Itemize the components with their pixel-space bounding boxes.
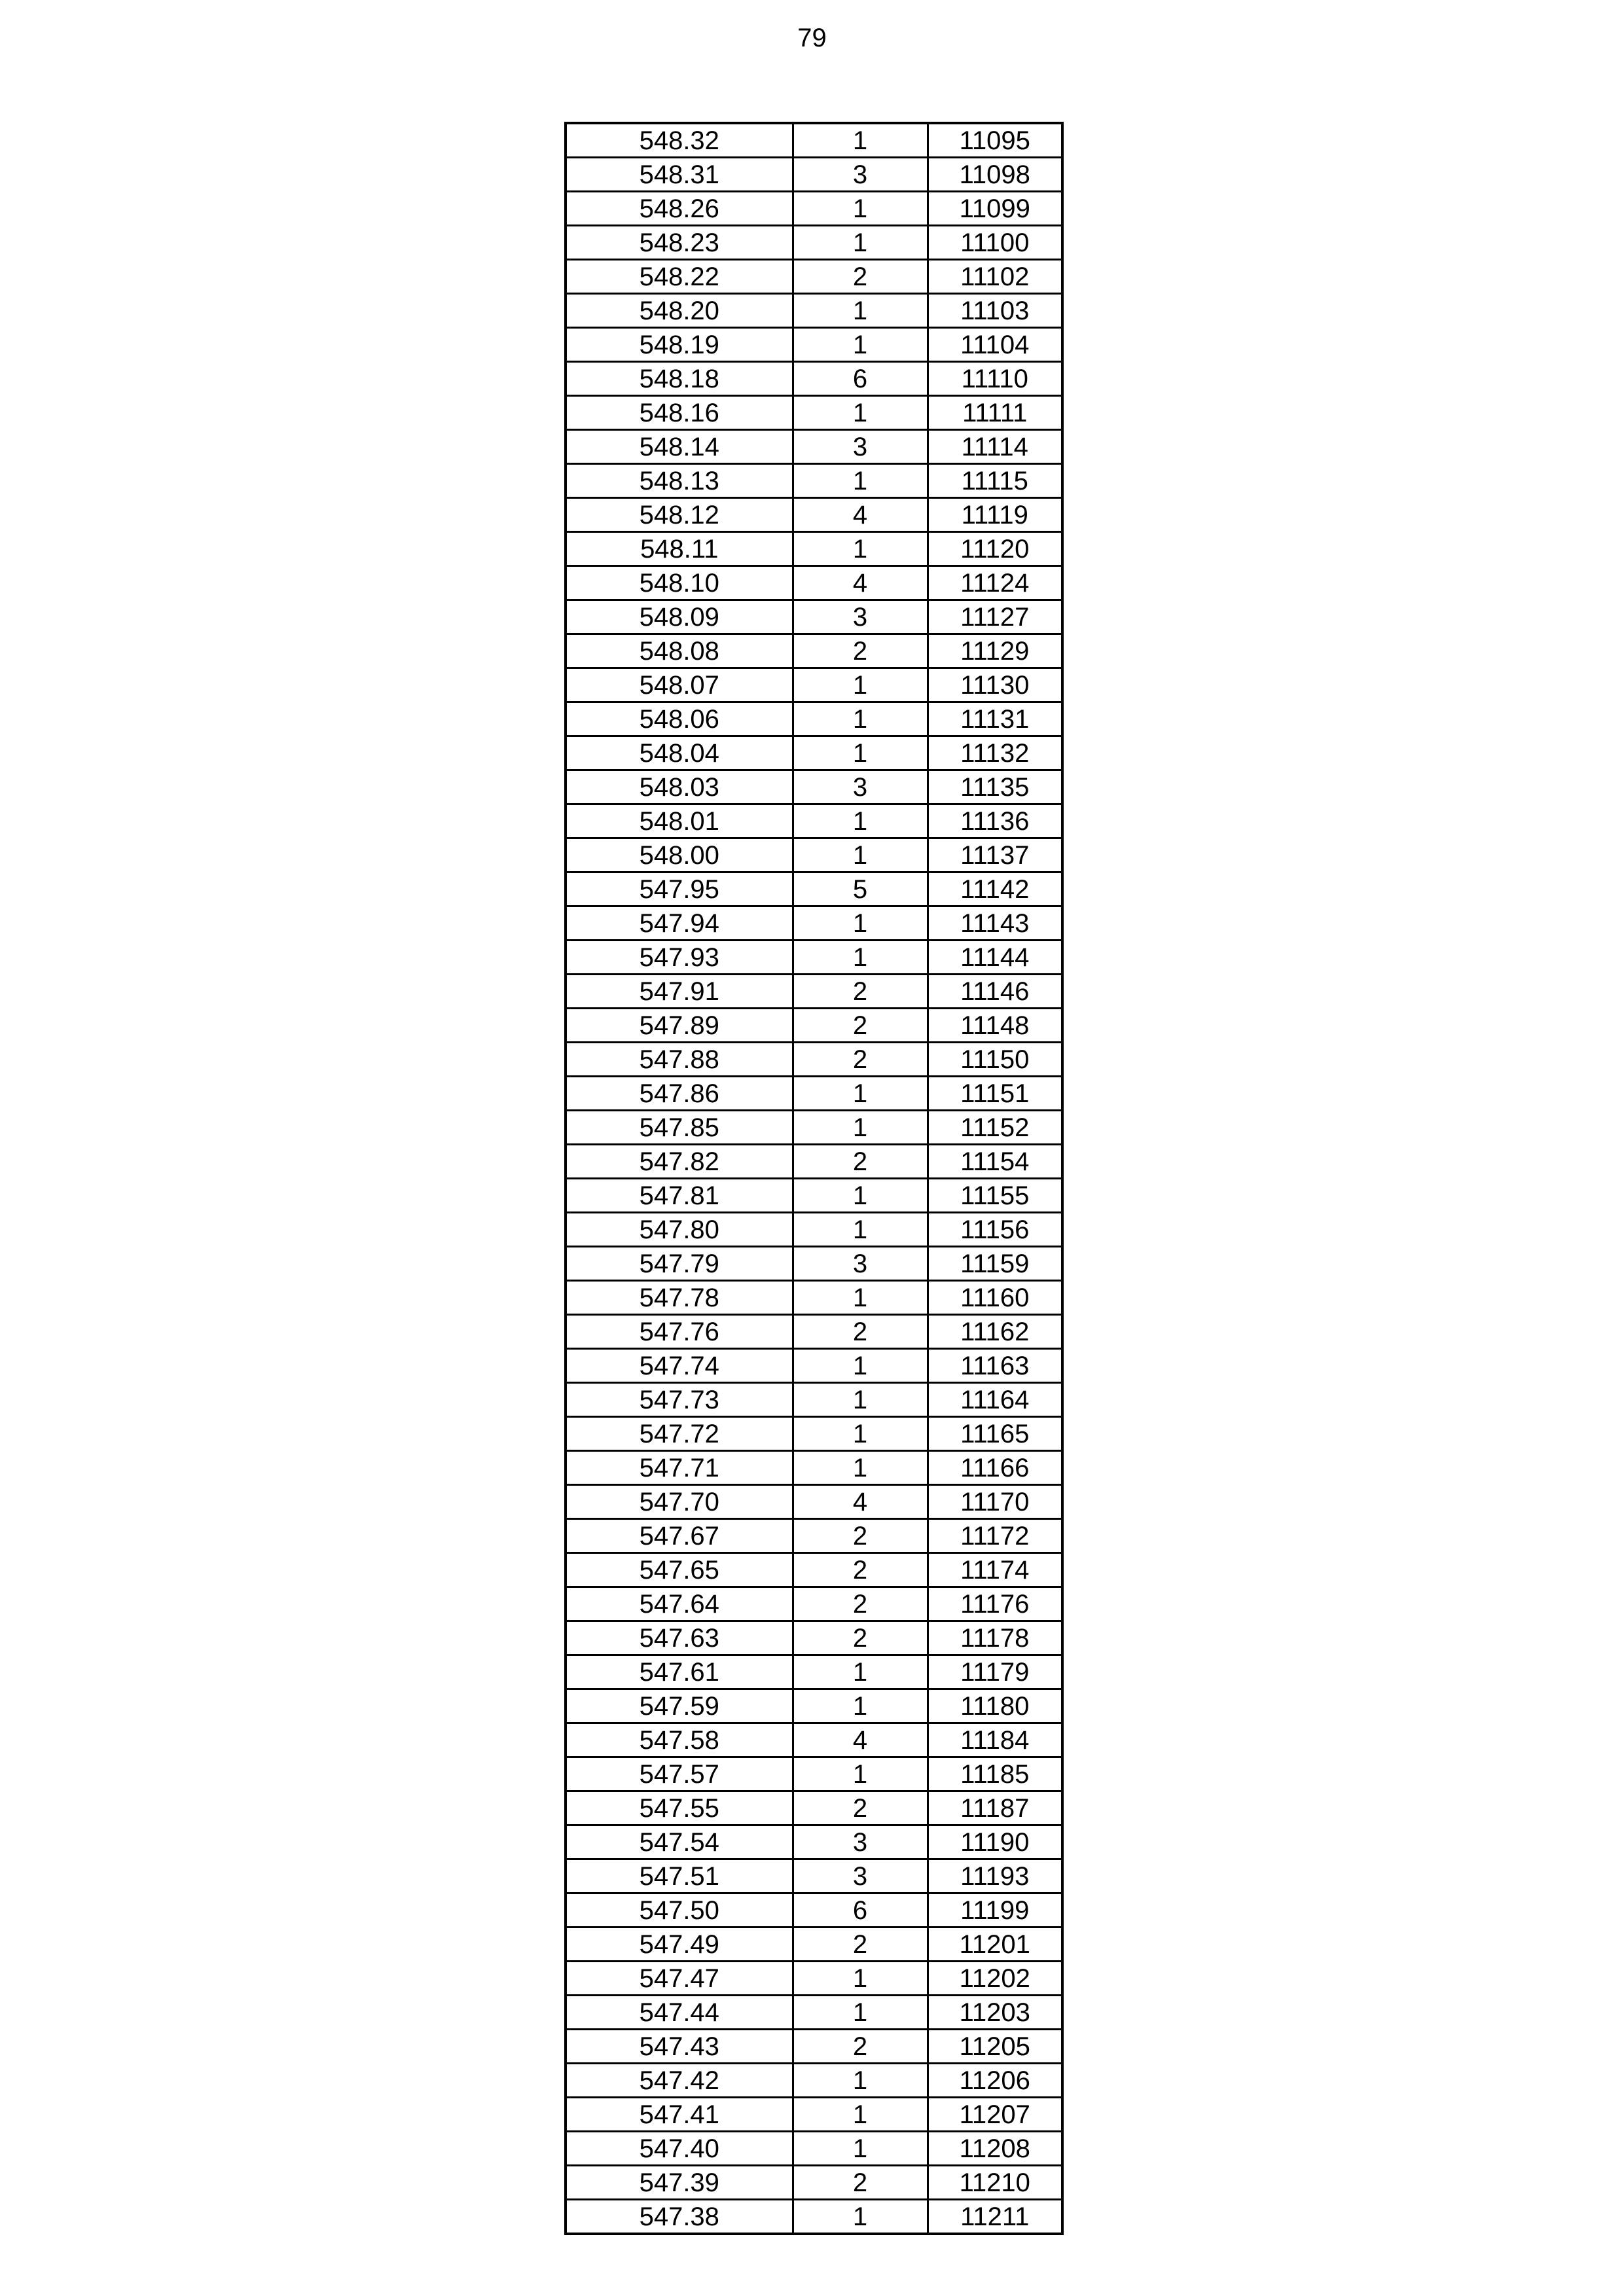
table-row	[566, 1962, 1062, 1996]
table-row	[566, 2064, 1062, 2098]
cumulative-cell: 11190	[928, 1825, 1062, 1859]
count-cell: 4	[793, 498, 928, 532]
table-row	[566, 1145, 1062, 1179]
table-row	[566, 1281, 1062, 1315]
table-row	[566, 1621, 1062, 1655]
value-cell: 547.67	[566, 1519, 793, 1553]
value-cell: 547.80	[566, 1213, 793, 1247]
count-cell: 3	[793, 1825, 928, 1859]
value-cell: 547.51	[566, 1859, 793, 1893]
cumulative-cell: 11137	[928, 838, 1062, 872]
cumulative-cell: 11172	[928, 1519, 1062, 1553]
count-cell: 3	[793, 158, 928, 192]
cumulative-cell: 11184	[928, 1723, 1062, 1757]
count-cell: 3	[793, 600, 928, 634]
count-cell: 2	[793, 1519, 928, 1553]
value-cell: 548.11	[566, 532, 793, 566]
count-cell: 1	[793, 1451, 928, 1485]
cumulative-cell: 11100	[928, 226, 1062, 260]
value-cell: 547.65	[566, 1553, 793, 1587]
cumulative-cell: 11127	[928, 600, 1062, 634]
cumulative-cell: 11148	[928, 1009, 1062, 1043]
table-row	[566, 1553, 1062, 1587]
cumulative-cell: 11131	[928, 702, 1062, 736]
value-cell: 548.14	[566, 430, 793, 464]
value-cell: 547.93	[566, 941, 793, 975]
value-cell: 547.43	[566, 2030, 793, 2064]
count-cell: 1	[793, 2200, 928, 2234]
value-cell: 548.07	[566, 668, 793, 702]
count-cell: 3	[793, 770, 928, 804]
table-row	[566, 1723, 1062, 1757]
cumulative-cell: 11193	[928, 1859, 1062, 1893]
count-cell: 4	[793, 1485, 928, 1519]
table-row	[566, 2098, 1062, 2132]
count-cell: 1	[793, 2064, 928, 2098]
value-cell: 547.50	[566, 1893, 793, 1928]
count-cell: 2	[793, 1043, 928, 1077]
table-row	[566, 872, 1062, 906]
value-cell: 547.72	[566, 1417, 793, 1451]
cumulative-cell: 11119	[928, 498, 1062, 532]
value-cell: 547.42	[566, 2064, 793, 2098]
table-row	[566, 2166, 1062, 2200]
cumulative-cell: 11150	[928, 1043, 1062, 1077]
table-row	[566, 396, 1062, 430]
value-cell: 547.95	[566, 872, 793, 906]
value-cell: 547.79	[566, 1247, 793, 1281]
cumulative-cell: 11170	[928, 1485, 1062, 1519]
count-cell: 1	[793, 736, 928, 770]
count-cell: 1	[793, 1349, 928, 1383]
cumulative-cell: 11095	[928, 123, 1062, 158]
cumulative-cell: 11165	[928, 1417, 1062, 1451]
cumulative-cell: 11211	[928, 2200, 1062, 2234]
table-row	[566, 1213, 1062, 1247]
count-cell: 1	[793, 396, 928, 430]
count-cell: 1	[793, 328, 928, 362]
cumulative-cell: 11178	[928, 1621, 1062, 1655]
count-cell: 1	[793, 702, 928, 736]
cumulative-cell: 11180	[928, 1689, 1062, 1723]
count-cell: 1	[793, 906, 928, 941]
table-row	[566, 362, 1062, 396]
count-cell: 2	[793, 975, 928, 1009]
value-cell: 548.16	[566, 396, 793, 430]
table-row	[566, 906, 1062, 941]
cumulative-cell: 11146	[928, 975, 1062, 1009]
cumulative-cell: 11130	[928, 668, 1062, 702]
count-cell: 1	[793, 464, 928, 498]
table-row	[566, 1009, 1062, 1043]
table-row	[566, 2132, 1062, 2166]
value-cell: 548.00	[566, 838, 793, 872]
value-cell: 548.20	[566, 294, 793, 328]
cumulative-cell: 11136	[928, 804, 1062, 838]
count-cell: 1	[793, 1213, 928, 1247]
table-row	[566, 158, 1062, 192]
table-row	[566, 736, 1062, 770]
count-cell: 1	[793, 1962, 928, 1996]
value-cell: 547.85	[566, 1111, 793, 1145]
cumulative-cell: 11154	[928, 1145, 1062, 1179]
value-cell: 547.94	[566, 906, 793, 941]
table-row	[566, 668, 1062, 702]
table-row	[566, 1485, 1062, 1519]
count-cell: 2	[793, 1145, 928, 1179]
count-cell: 4	[793, 1723, 928, 1757]
cumulative-cell: 11187	[928, 1791, 1062, 1825]
value-cell: 548.22	[566, 260, 793, 294]
table-row	[566, 1383, 1062, 1417]
table-row	[566, 1043, 1062, 1077]
value-cell: 548.10	[566, 566, 793, 600]
value-cell: 548.01	[566, 804, 793, 838]
table-row	[566, 1859, 1062, 1893]
cumulative-cell: 11132	[928, 736, 1062, 770]
count-cell: 1	[793, 192, 928, 226]
value-cell: 547.47	[566, 1962, 793, 1996]
table-row	[566, 1757, 1062, 1791]
table-row	[566, 975, 1062, 1009]
cumulative-cell: 11111	[928, 396, 1062, 430]
cumulative-cell: 11144	[928, 941, 1062, 975]
table-row	[566, 1519, 1062, 1553]
count-cell: 1	[793, 1689, 928, 1723]
count-cell: 1	[793, 838, 928, 872]
table-row	[566, 1587, 1062, 1621]
table-row	[566, 702, 1062, 736]
value-cell: 547.57	[566, 1757, 793, 1791]
value-cell: 548.04	[566, 736, 793, 770]
value-cell: 548.03	[566, 770, 793, 804]
table-row	[566, 2030, 1062, 2064]
cumulative-cell: 11203	[928, 1996, 1062, 2030]
cumulative-cell: 11179	[928, 1655, 1062, 1689]
value-cell: 548.19	[566, 328, 793, 362]
cumulative-cell: 11155	[928, 1179, 1062, 1213]
value-cell: 547.74	[566, 1349, 793, 1383]
cumulative-cell: 11142	[928, 872, 1062, 906]
value-cell: 548.26	[566, 192, 793, 226]
page-number: 79	[797, 24, 827, 52]
table-row	[566, 1179, 1062, 1213]
cumulative-cell: 11162	[928, 1315, 1062, 1349]
value-cell: 547.44	[566, 1996, 793, 2030]
count-cell: 1	[793, 123, 928, 158]
table-row	[566, 1928, 1062, 1962]
count-cell: 2	[793, 260, 928, 294]
value-cell: 547.39	[566, 2166, 793, 2200]
count-cell: 2	[793, 1621, 928, 1655]
count-cell: 1	[793, 1077, 928, 1111]
count-cell: 1	[793, 2098, 928, 2132]
value-cell: 548.08	[566, 634, 793, 668]
value-cell: 547.64	[566, 1587, 793, 1621]
cumulative-cell: 11110	[928, 362, 1062, 396]
count-cell: 1	[793, 2132, 928, 2166]
table-row	[566, 532, 1062, 566]
cumulative-cell: 11201	[928, 1928, 1062, 1962]
count-cell: 6	[793, 362, 928, 396]
table-row	[566, 260, 1062, 294]
value-cell: 547.58	[566, 1723, 793, 1757]
table-row	[566, 1111, 1062, 1145]
count-cell: 1	[793, 1757, 928, 1791]
value-cell: 548.09	[566, 600, 793, 634]
table-row	[566, 1655, 1062, 1689]
count-cell: 1	[793, 1179, 928, 1213]
table-row	[566, 838, 1062, 872]
count-cell: 3	[793, 1859, 928, 1893]
cumulative-cell: 11120	[928, 532, 1062, 566]
table-row	[566, 1996, 1062, 2030]
value-cell: 548.32	[566, 123, 793, 158]
cumulative-cell: 11135	[928, 770, 1062, 804]
table-row	[566, 464, 1062, 498]
cumulative-cell: 11099	[928, 192, 1062, 226]
cumulative-cell: 11205	[928, 2030, 1062, 2064]
cumulative-cell: 11124	[928, 566, 1062, 600]
count-cell: 1	[793, 668, 928, 702]
cumulative-cell: 11166	[928, 1451, 1062, 1485]
count-cell: 2	[793, 1315, 928, 1349]
cumulative-cell: 11199	[928, 1893, 1062, 1928]
cumulative-cell: 11160	[928, 1281, 1062, 1315]
value-cell: 547.41	[566, 2098, 793, 2132]
value-cell: 547.59	[566, 1689, 793, 1723]
table-row	[566, 1349, 1062, 1383]
cumulative-cell: 11207	[928, 2098, 1062, 2132]
count-cell: 1	[793, 1383, 928, 1417]
table-row	[566, 1451, 1062, 1485]
value-cell: 547.61	[566, 1655, 793, 1689]
cumulative-cell: 11206	[928, 2064, 1062, 2098]
cumulative-cell: 11104	[928, 328, 1062, 362]
cumulative-cell: 11159	[928, 1247, 1062, 1281]
value-cell: 548.31	[566, 158, 793, 192]
value-cell: 547.88	[566, 1043, 793, 1077]
value-cell: 547.73	[566, 1383, 793, 1417]
cumulative-cell: 11164	[928, 1383, 1062, 1417]
cumulative-cell: 11151	[928, 1077, 1062, 1111]
count-cell: 2	[793, 1928, 928, 1962]
value-cell: 547.40	[566, 2132, 793, 2166]
value-cell: 547.70	[566, 1485, 793, 1519]
value-cell: 547.71	[566, 1451, 793, 1485]
value-cell: 547.55	[566, 1791, 793, 1825]
value-cell: 547.81	[566, 1179, 793, 1213]
cumulative-cell: 11152	[928, 1111, 1062, 1145]
count-cell: 1	[793, 226, 928, 260]
count-cell: 3	[793, 1247, 928, 1281]
value-cell: 548.13	[566, 464, 793, 498]
table-row	[566, 1825, 1062, 1859]
value-cell: 548.23	[566, 226, 793, 260]
value-cell: 547.89	[566, 1009, 793, 1043]
count-cell: 1	[793, 1655, 928, 1689]
cumulative-cell: 11098	[928, 158, 1062, 192]
count-cell: 2	[793, 2030, 928, 2064]
cumulative-cell: 11102	[928, 260, 1062, 294]
count-cell: 1	[793, 1417, 928, 1451]
table-row	[566, 941, 1062, 975]
table-row	[566, 498, 1062, 532]
cumulative-cell: 11156	[928, 1213, 1062, 1247]
table-row	[566, 2200, 1062, 2234]
value-cell: 547.82	[566, 1145, 793, 1179]
table-row	[566, 804, 1062, 838]
value-cell: 547.76	[566, 1315, 793, 1349]
table-row	[566, 1893, 1062, 1928]
table-row	[566, 1315, 1062, 1349]
cumulative-cell: 11208	[928, 2132, 1062, 2166]
cumulative-cell: 11176	[928, 1587, 1062, 1621]
value-cell: 547.49	[566, 1928, 793, 1962]
value-cell: 547.91	[566, 975, 793, 1009]
table-row	[566, 600, 1062, 634]
count-cell: 2	[793, 1791, 928, 1825]
table-row	[566, 226, 1062, 260]
value-cell: 547.38	[566, 2200, 793, 2234]
count-cell: 2	[793, 2166, 928, 2200]
data-table	[564, 122, 1064, 2235]
count-cell: 4	[793, 566, 928, 600]
cumulative-cell: 11103	[928, 294, 1062, 328]
cumulative-cell: 11185	[928, 1757, 1062, 1791]
value-cell: 548.06	[566, 702, 793, 736]
value-cell: 547.78	[566, 1281, 793, 1315]
table-row	[566, 1417, 1062, 1451]
cumulative-cell: 11202	[928, 1962, 1062, 1996]
cumulative-cell: 11143	[928, 906, 1062, 941]
table-row	[566, 123, 1062, 158]
cumulative-cell: 11114	[928, 430, 1062, 464]
value-cell: 548.12	[566, 498, 793, 532]
table-row	[566, 192, 1062, 226]
cumulative-cell: 11174	[928, 1553, 1062, 1587]
count-cell: 1	[793, 1996, 928, 2030]
count-cell: 3	[793, 430, 928, 464]
table-row	[566, 770, 1062, 804]
count-cell: 1	[793, 1281, 928, 1315]
value-cell: 547.63	[566, 1621, 793, 1655]
table-row	[566, 294, 1062, 328]
table-row	[566, 328, 1062, 362]
table-row	[566, 1077, 1062, 1111]
count-cell: 2	[793, 1587, 928, 1621]
count-cell: 6	[793, 1893, 928, 1928]
cumulative-cell: 11210	[928, 2166, 1062, 2200]
value-cell: 548.18	[566, 362, 793, 396]
table-row	[566, 1247, 1062, 1281]
count-cell: 5	[793, 872, 928, 906]
table-row	[566, 634, 1062, 668]
table-row	[566, 430, 1062, 464]
value-cell: 547.54	[566, 1825, 793, 1859]
count-cell: 1	[793, 804, 928, 838]
count-cell: 2	[793, 1553, 928, 1587]
cumulative-cell: 11129	[928, 634, 1062, 668]
cumulative-cell: 11163	[928, 1349, 1062, 1383]
table-row	[566, 1791, 1062, 1825]
count-cell: 1	[793, 294, 928, 328]
table-row	[566, 1689, 1062, 1723]
count-cell: 2	[793, 634, 928, 668]
table-row	[566, 566, 1062, 600]
count-cell: 2	[793, 1009, 928, 1043]
count-cell: 1	[793, 941, 928, 975]
table-body	[566, 123, 1062, 2234]
count-cell: 1	[793, 532, 928, 566]
value-cell: 547.86	[566, 1077, 793, 1111]
cumulative-cell: 11115	[928, 464, 1062, 498]
count-cell: 1	[793, 1111, 928, 1145]
